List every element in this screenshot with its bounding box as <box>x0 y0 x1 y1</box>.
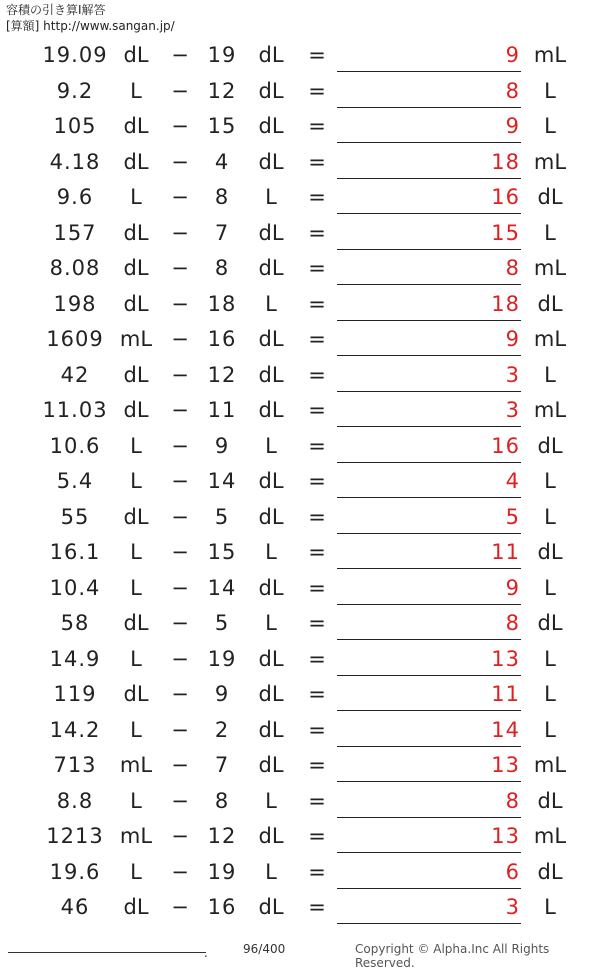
answer-unit: dL <box>537 185 563 209</box>
answer-unit: L <box>544 114 556 138</box>
answer-unit: L <box>544 646 556 671</box>
minuend: 105 <box>53 114 97 138</box>
minuend: 8.08 <box>49 256 101 280</box>
answer-unit: L <box>544 504 556 529</box>
answer-line <box>337 852 521 853</box>
equals-sign: = <box>308 433 326 458</box>
minus-sign: − <box>171 895 189 919</box>
subtrahend-unit: dL <box>258 149 284 174</box>
problem-row <box>0 109 600 145</box>
equals-sign: = <box>308 824 326 848</box>
subtrahend: 12 <box>207 362 237 387</box>
problem-row <box>0 748 600 784</box>
answer: 18 <box>491 149 520 174</box>
equals-sign: = <box>308 78 326 103</box>
equals-sign: = <box>308 753 326 777</box>
answer-unit: dL <box>537 291 563 316</box>
answer-unit: mL <box>533 824 567 848</box>
subtrahend-unit: dL <box>258 362 284 387</box>
answer-line <box>337 675 521 676</box>
problem-row <box>0 571 600 607</box>
answer-unit: mL <box>533 398 567 422</box>
minuend-unit: mL <box>119 327 153 351</box>
problem-row <box>0 358 600 394</box>
minus-sign: − <box>171 362 189 387</box>
equals-sign: = <box>308 611 326 635</box>
equals-sign: = <box>308 575 326 600</box>
answer-line <box>337 284 521 285</box>
minus-sign: − <box>171 43 189 67</box>
answer: 16 <box>491 185 520 209</box>
minuend-unit: dL <box>123 504 149 529</box>
minuend: 9.6 <box>56 185 94 209</box>
answer-line <box>337 355 521 356</box>
minuend: 5.4 <box>56 469 94 493</box>
equals-sign: = <box>308 220 326 245</box>
equals-sign: = <box>308 149 326 174</box>
minuend-unit: dL <box>123 256 149 280</box>
footer-dot: . <box>204 946 208 960</box>
minuend-unit: L <box>130 78 142 103</box>
minuend-unit: dL <box>123 220 149 245</box>
minuend-unit: L <box>130 788 142 813</box>
subtrahend-unit: dL <box>258 327 284 351</box>
answer-unit: dL <box>537 433 563 458</box>
subtrahend-unit: dL <box>258 43 284 67</box>
subtrahend: 9 <box>214 682 230 706</box>
answer-line <box>337 107 521 108</box>
subtrahend-unit: L <box>265 859 277 884</box>
minuend-unit: dL <box>123 291 149 316</box>
subtrahend-unit: dL <box>258 646 284 671</box>
answer-line <box>337 923 521 924</box>
subtrahend-unit: dL <box>258 398 284 422</box>
problem-row <box>0 287 600 323</box>
answer: 8 <box>505 788 520 813</box>
answer-line <box>337 178 521 179</box>
minuend-unit: dL <box>123 895 149 919</box>
answer-unit: dL <box>537 540 563 564</box>
minus-sign: − <box>171 788 189 813</box>
answer: 3 <box>505 398 520 422</box>
problem-row <box>0 464 600 500</box>
minuend-unit: dL <box>123 362 149 387</box>
problem-row <box>0 322 600 358</box>
minuend: 58 <box>60 611 90 635</box>
subtrahend-unit: dL <box>258 256 284 280</box>
subtrahend: 16 <box>207 895 237 919</box>
minus-sign: − <box>171 256 189 280</box>
minuend: 157 <box>53 220 97 245</box>
subtrahend: 14 <box>207 575 237 600</box>
minus-sign: − <box>171 398 189 422</box>
minuend-unit: dL <box>123 114 149 138</box>
answer-unit: L <box>544 469 556 493</box>
minus-sign: − <box>171 433 189 458</box>
equals-sign: = <box>308 504 326 529</box>
equals-sign: = <box>308 895 326 919</box>
answer: 8 <box>505 78 520 103</box>
answer-line <box>337 604 521 605</box>
equals-sign: = <box>308 362 326 387</box>
subtrahend: 8 <box>214 788 230 813</box>
answer-line <box>337 391 521 392</box>
equals-sign: = <box>308 469 326 493</box>
minus-sign: − <box>171 78 189 103</box>
minuend: 4.18 <box>49 149 101 174</box>
answer: 9 <box>505 327 520 351</box>
minuend: 19.09 <box>42 43 108 67</box>
minuend-unit: L <box>130 575 142 600</box>
subtrahend: 19 <box>207 646 237 671</box>
subtrahend: 11 <box>207 398 237 422</box>
subtrahend: 15 <box>207 114 237 138</box>
answer: 11 <box>491 540 520 564</box>
subtrahend: 18 <box>207 291 237 316</box>
source-link[interactable]: [算額] http://www.sangan.jp/ <box>6 19 175 33</box>
subtrahend-unit: dL <box>258 220 284 245</box>
answer: 4 <box>505 469 520 493</box>
minus-sign: − <box>171 859 189 884</box>
answer-unit: mL <box>533 43 567 67</box>
equals-sign: = <box>308 646 326 671</box>
answer-unit: mL <box>533 149 567 174</box>
subtrahend: 15 <box>207 540 237 564</box>
minuend-unit: dL <box>123 149 149 174</box>
minuend: 46 <box>60 895 90 919</box>
minuend: 1609 <box>46 327 104 351</box>
answer: 5 <box>505 504 520 529</box>
answer-unit: dL <box>537 788 563 813</box>
subtrahend-unit: dL <box>258 575 284 600</box>
answer: 14 <box>491 717 520 742</box>
subtrahend: 4 <box>214 149 230 174</box>
equals-sign: = <box>308 327 326 351</box>
problem-row <box>0 216 600 252</box>
answer-unit: mL <box>533 327 567 351</box>
answer-line <box>337 568 521 569</box>
minus-sign: − <box>171 646 189 671</box>
subtrahend: 5 <box>214 611 230 635</box>
minuend: 14.9 <box>49 646 101 671</box>
subtrahend: 14 <box>207 469 237 493</box>
subtrahend: 9 <box>214 433 230 458</box>
answer-line <box>337 213 521 214</box>
problem-row <box>0 74 600 110</box>
minuend-unit: dL <box>123 611 149 635</box>
answer: 9 <box>505 114 520 138</box>
subtrahend-unit: L <box>265 540 277 564</box>
answer-line <box>337 639 521 640</box>
minuend-unit: L <box>130 185 142 209</box>
answer-line <box>337 710 521 711</box>
equals-sign: = <box>308 43 326 67</box>
equals-sign: = <box>308 291 326 316</box>
problem-row <box>0 890 600 926</box>
problem-row <box>0 677 600 713</box>
answer-unit: dL <box>537 611 563 635</box>
minuend: 713 <box>53 753 97 777</box>
minus-sign: − <box>171 575 189 600</box>
minus-sign: − <box>171 611 189 635</box>
problem-row <box>0 855 600 891</box>
minuend-unit: dL <box>123 398 149 422</box>
answer: 18 <box>491 291 520 316</box>
answer: 3 <box>505 362 520 387</box>
subtrahend-unit: dL <box>258 717 284 742</box>
answer: 15 <box>491 220 520 245</box>
minuend-unit: mL <box>119 824 153 848</box>
equals-sign: = <box>308 398 326 422</box>
answer: 3 <box>505 895 520 919</box>
answer-unit: L <box>544 220 556 245</box>
problem-row <box>0 642 600 678</box>
answer-unit: L <box>544 575 556 600</box>
minuend: 8.8 <box>56 788 94 813</box>
minuend-unit: L <box>130 469 142 493</box>
equals-sign: = <box>308 717 326 742</box>
subtrahend-unit: L <box>265 611 277 635</box>
minus-sign: − <box>171 291 189 316</box>
subtrahend-unit: dL <box>258 78 284 103</box>
problem-row <box>0 606 600 642</box>
minus-sign: − <box>171 540 189 564</box>
minus-sign: − <box>171 717 189 742</box>
minus-sign: − <box>171 220 189 245</box>
minus-sign: − <box>171 327 189 351</box>
worksheet-title: 容積の引き算Ⅰ解答 <box>6 3 106 17</box>
subtrahend-unit: dL <box>258 504 284 529</box>
minus-sign: − <box>171 114 189 138</box>
minus-sign: − <box>171 682 189 706</box>
subtrahend: 8 <box>214 185 230 209</box>
answer-line <box>337 497 521 498</box>
problem-row <box>0 784 600 820</box>
answer-line <box>337 426 521 427</box>
minuend: 55 <box>60 504 90 529</box>
problem-row <box>0 38 600 74</box>
equals-sign: = <box>308 788 326 813</box>
answer-unit: mL <box>533 753 567 777</box>
subtrahend: 7 <box>214 220 230 245</box>
name-line <box>8 952 206 953</box>
minuend: 11.03 <box>42 398 108 422</box>
minuend: 14.2 <box>49 717 101 742</box>
answer-unit: mL <box>533 256 567 280</box>
minus-sign: − <box>171 753 189 777</box>
subtrahend: 19 <box>207 859 237 884</box>
subtrahend-unit: L <box>265 185 277 209</box>
problem-row <box>0 500 600 536</box>
problem-row <box>0 251 600 287</box>
minus-sign: − <box>171 185 189 209</box>
answer-unit: L <box>544 682 556 706</box>
equals-sign: = <box>308 114 326 138</box>
minuend: 42 <box>60 362 90 387</box>
answer: 11 <box>491 682 520 706</box>
answer-line <box>337 817 521 818</box>
equals-sign: = <box>308 682 326 706</box>
minuend: 9.2 <box>56 78 94 103</box>
problem-row <box>0 819 600 855</box>
subtrahend: 16 <box>207 327 237 351</box>
answer-line <box>337 781 521 782</box>
subtrahend-unit: dL <box>258 682 284 706</box>
answer-line <box>337 320 521 321</box>
answer: 9 <box>505 43 520 67</box>
minuend-unit: L <box>130 859 142 884</box>
answer: 6 <box>505 859 520 884</box>
problem-row <box>0 180 600 216</box>
equals-sign: = <box>308 859 326 884</box>
equals-sign: = <box>308 256 326 280</box>
minuend-unit: L <box>130 433 142 458</box>
minus-sign: − <box>171 504 189 529</box>
answer-line <box>337 533 521 534</box>
minus-sign: − <box>171 149 189 174</box>
minuend-unit: dL <box>123 43 149 67</box>
minuend: 198 <box>53 291 97 316</box>
minuend: 19.6 <box>49 859 101 884</box>
subtrahend: 7 <box>214 753 230 777</box>
subtrahend: 2 <box>214 717 230 742</box>
subtrahend: 19 <box>207 43 237 67</box>
equals-sign: = <box>308 185 326 209</box>
answer-line <box>337 249 521 250</box>
subtrahend: 12 <box>207 78 237 103</box>
problem-list <box>0 38 600 926</box>
minuend: 16.1 <box>49 540 101 564</box>
answer-line <box>337 888 521 889</box>
worksheet-header <box>6 2 175 34</box>
subtrahend-unit: dL <box>258 824 284 848</box>
subtrahend: 8 <box>214 256 230 280</box>
copyright-text: Copyright © Alpha.Inc All Rights Reserved. <box>355 942 550 970</box>
answer-line <box>337 746 521 747</box>
answer: 16 <box>491 433 520 458</box>
minus-sign: − <box>171 824 189 848</box>
answer: 8 <box>505 256 520 280</box>
subtrahend: 12 <box>207 824 237 848</box>
minuend-unit: dL <box>123 682 149 706</box>
subtrahend-unit: dL <box>258 895 284 919</box>
subtrahend-unit: L <box>265 433 277 458</box>
answer-unit: L <box>544 895 556 919</box>
answer-unit: dL <box>537 859 563 884</box>
answer-unit: L <box>544 717 556 742</box>
minuend: 119 <box>53 682 97 706</box>
problem-row <box>0 393 600 429</box>
subtrahend: 5 <box>214 504 230 529</box>
answer: 13 <box>491 646 520 671</box>
answer-line <box>337 71 521 72</box>
page-number: 96/400 <box>243 942 286 956</box>
minuend-unit: L <box>130 540 142 564</box>
minuend: 1213 <box>46 824 104 848</box>
minus-sign: − <box>171 469 189 493</box>
equals-sign: = <box>308 540 326 564</box>
minuend-unit: L <box>130 717 142 742</box>
minuend-unit: L <box>130 646 142 671</box>
answer: 9 <box>505 575 520 600</box>
minuend: 10.6 <box>49 433 101 458</box>
subtrahend-unit: dL <box>258 114 284 138</box>
problem-row <box>0 145 600 181</box>
answer-line <box>337 462 521 463</box>
answer: 8 <box>505 611 520 635</box>
subtrahend-unit: dL <box>258 469 284 493</box>
answer: 13 <box>491 824 520 848</box>
answer-unit: L <box>544 78 556 103</box>
subtrahend-unit: L <box>265 788 277 813</box>
problem-row <box>0 535 600 571</box>
problem-row <box>0 713 600 749</box>
answer-line <box>337 142 521 143</box>
minuend: 10.4 <box>49 575 101 600</box>
problem-row <box>0 429 600 465</box>
minuend-unit: mL <box>119 753 153 777</box>
subtrahend-unit: L <box>265 291 277 316</box>
answer-unit: L <box>544 362 556 387</box>
subtrahend-unit: dL <box>258 753 284 777</box>
answer: 13 <box>491 753 520 777</box>
